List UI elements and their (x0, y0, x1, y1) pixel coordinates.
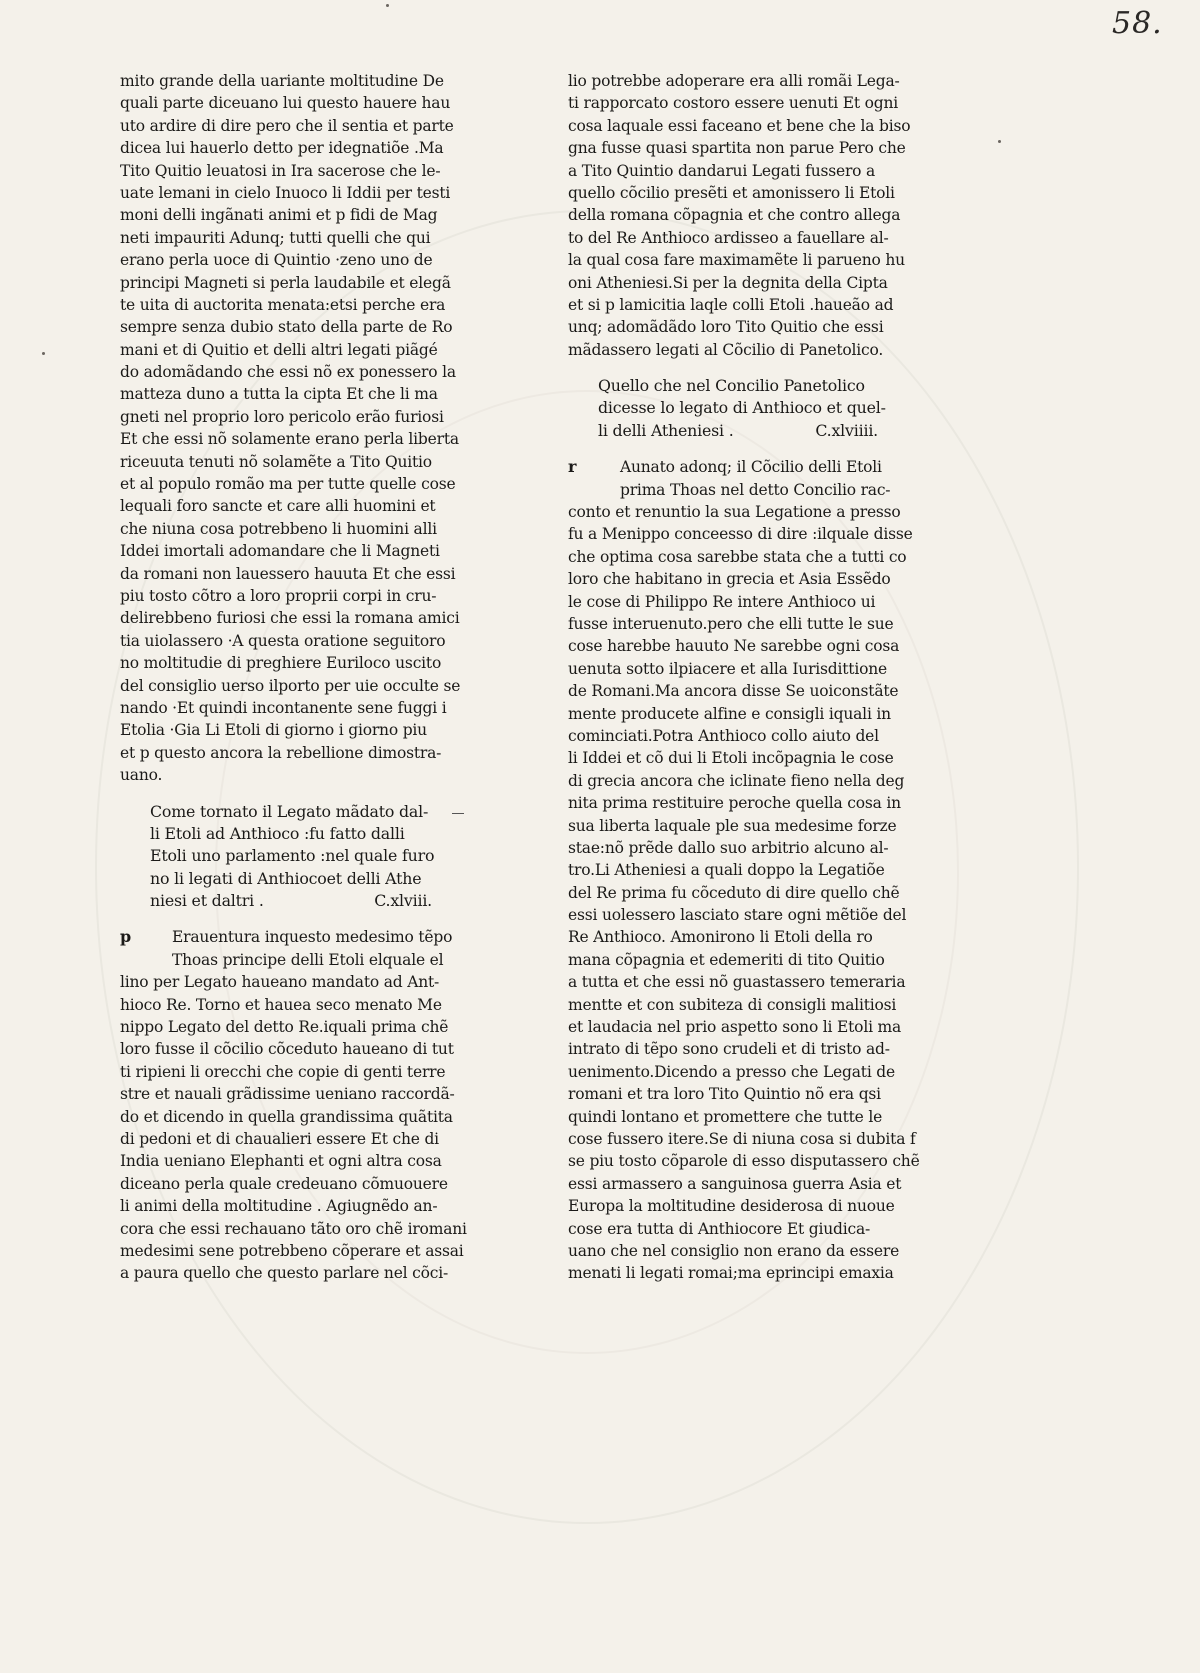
text-line: riceuuta tenuti nõ solamẽte a Tito Quitio (120, 452, 432, 471)
heading-line (150, 868, 492, 890)
text-line: mente producete alfine e consigli iquali in (568, 704, 891, 723)
text-line: loro fusse il cõcilio cõceduto haueano di tut (120, 1040, 454, 1059)
text-line: Tito Quitio leuatosi in Ira sacerose che le- (120, 161, 441, 180)
text-line: Re Anthioco. Amonirono li Etoli della ro (568, 928, 873, 947)
text-line: to del Re Anthioco ardisseo a fauellare al- (568, 228, 889, 247)
text-line: del consiglio uerso ilporto per uie occulte se (120, 676, 461, 695)
text-line: unq; adomãdãdo loro Tito Quitio che essi (568, 318, 884, 337)
chapter-number: C.xlviii. (374, 891, 432, 911)
heading-line-text: no li legati di Anthiocoet delli Athe (150, 868, 422, 888)
left-heading-lines (150, 801, 492, 913)
text-line: Erauentura inquesto medesimo tẽpo (172, 928, 453, 947)
right-chapter-heading (568, 375, 938, 442)
text-line: dicea lui hauerlo detto per idegnatiõe .Ma (120, 139, 444, 158)
text-line: a Tito Quintio dandarui Legati fussero a (568, 161, 876, 180)
left-chapter-initial: p (120, 927, 132, 947)
text-line: stae:nõ prẽde dallo suo arbitrio alcuno al- (568, 838, 889, 857)
heading-line (598, 420, 938, 442)
heading-line-text: li Etoli ad Anthioco :fu fatto dalli (150, 823, 405, 843)
text-line: fu a Menippo conceesso di dire :ilquale disse (568, 525, 913, 544)
text-line: Thoas principe delli Etoli elquale el (172, 950, 444, 969)
text-line: quindi lontano et promettere che tutte le (568, 1107, 883, 1126)
text-line: gna fusse quasi spartita non parue Pero che (568, 139, 906, 158)
text-line: gneti nel proprio loro pericolo erão furiosi (120, 407, 444, 426)
text-line: nando ·Et quindi incontanente sene fuggi i (120, 698, 447, 717)
text-line: da romani non lauessero hauuta Et che essi (120, 564, 456, 583)
text-line: et p questo ancora la rebellione dimostra- (120, 743, 442, 762)
text-line: cose harebbe hauuto Ne sarebbe ogni cosa (568, 637, 900, 656)
text-line: menati li legati romai;ma eprincipi emaxia (568, 1264, 894, 1283)
text-line: Aunato adonq; il Cõcilio delli Etoli (620, 458, 882, 477)
text-line: che niuna cosa potrebbeno li huomini alli (120, 519, 437, 538)
chapter-number: C.xlviiii. (815, 420, 878, 440)
text-line: Etolia ·Gia Li Etoli di giorno i giorno piu (120, 721, 427, 740)
text-line: cominciati.Potra Anthioco collo aiuto del (568, 726, 879, 745)
text-line: moni delli ingãnati animi et p fidi de Mag (120, 206, 438, 225)
heading-line (150, 890, 492, 912)
text-line: lio potrebbe adoperare era alli romãi Lega- (568, 72, 900, 90)
text-line: neti impauriti Adunq; tutti quelli che qui (120, 228, 431, 247)
text-line: quello cõcilio presẽti et amonissero li Etoli (568, 183, 895, 202)
text-line: mentte et con subiteza di consigli malitiosi (568, 995, 897, 1014)
text-line: uenimento.Dicendo a presso che Legati de (568, 1062, 896, 1081)
text-line: piu tosto cõtro a loro proprii corpi in cru- (120, 586, 437, 605)
ink-speck (42, 352, 45, 355)
text-line: tro.Li Atheniesi a quali doppo la Legatiõe (568, 861, 885, 880)
text-line: medesimi sene potrebbeno cõperare et assai (120, 1241, 464, 1260)
left-body-text (120, 70, 492, 787)
text-line: loro che habitano in grecia et Asia Essẽdo (568, 570, 891, 589)
text-line: mãdassero legati al Cõcilio di Panetolico. (568, 340, 884, 359)
text-line: hioco Re. Torno et hauea seco menato Me (120, 995, 442, 1014)
right-chapter-initial: r (568, 457, 577, 477)
text-line: et laudacia nel prio aspetto sono li Etoli ma (568, 1018, 902, 1037)
text-line: diceano perla quale credeuano cõmuouere (120, 1174, 448, 1193)
heading-line-text: Etoli uno parlamento :nel quale furo (150, 846, 435, 866)
text-line: no moltitudie di preghiere Euriloco uscito (120, 654, 442, 673)
heading-line-text: Quello che nel Concilio Panetolico (598, 376, 865, 396)
text-line: uano. (120, 766, 163, 785)
text-line: principi Magneti si perla laudabile et elegã (120, 273, 451, 292)
text-line: do adomãdando che essi nõ ex ponessero la (120, 363, 456, 382)
heading-line-text: dicesse lo legato di Anthioco et quel- (598, 398, 886, 418)
right-column (568, 70, 938, 1285)
right-chapter-text (568, 456, 938, 1284)
text-line: essi armassero a sanguinosa guerra Asia et (568, 1174, 902, 1193)
text-line: cosa laquale essi faceano et bene che la biso (568, 116, 911, 135)
text-line: della romana cõpagnia et che contro allega (568, 206, 901, 225)
text-line: matteza duno a tutta la cipta Et che li ma (120, 385, 438, 404)
text-line: Iddei imortali adomandare che li Magneti (120, 542, 440, 561)
heading-line (150, 845, 492, 867)
text-line: uano che nel consiglio non erano da essere (568, 1241, 900, 1260)
text-line: cose era tutta di Anthiocore Et giudica- (568, 1219, 871, 1238)
text-line: se piu tosto cõparole di esso disputassero chẽ (568, 1152, 920, 1171)
text-line: de Romani.Ma ancora disse Se uoiconstãte (568, 682, 899, 701)
left-chapter-text (120, 926, 492, 1284)
text-line: cora che essi rechauano tãto oro chẽ iromani (120, 1219, 467, 1238)
text-line: del Re prima fu cõceduto di dire quello chẽ (568, 883, 900, 902)
text-line: Et che essi nõ solamente erano perla liberta (120, 430, 459, 449)
text-line: oni Atheniesi.Si per la degnita della Cipta (568, 273, 888, 292)
text-line: a paura quello che questo parlare nel cõci- (120, 1264, 449, 1283)
text-line: nippo Legato del detto Re.iquali prima chẽ (120, 1018, 449, 1037)
text-line: sua liberta laquale ple sua medesime forze (568, 816, 897, 835)
right-body-text (568, 70, 938, 361)
text-line: li Iddei et cõ dui li Etoli incõpagnia le cose (568, 749, 894, 768)
heading-line (598, 397, 938, 419)
text-line: li animi della moltitudine . Agiugnẽdo an- (120, 1197, 438, 1216)
text-line: mito grande della uariante moltitudine De (120, 72, 444, 90)
text-line: di pedoni et di chaualieri essere Et che di (120, 1129, 439, 1148)
text-line: fusse interuenuto.pero che elli tutte le sue (568, 614, 894, 633)
text-line: nita prima restituire peroche quella cosa in (568, 794, 901, 813)
text-line: erano perla uoce di Quintio ·zeno uno de (120, 251, 433, 270)
text-line: delirebbeno furiosi che essi la romana amici (120, 609, 460, 628)
heading-line-text: Come tornato il Legato mãdato dal- (150, 801, 429, 821)
text-line: tia uiolassero ·A questa oratione seguitoro (120, 631, 446, 650)
text-line: mana cõpagnia et edemeriti di tito Quitio (568, 950, 885, 969)
text-line: uto ardire di dire pero che il sentia et parte (120, 116, 454, 135)
text-line: mani et di Quitio et delli altri legati piãgé (120, 340, 438, 359)
heading-line (150, 801, 492, 823)
text-line: cose fussero itere.Se di niuna cosa si dubita f (568, 1129, 916, 1148)
page-number: 58. (1112, 6, 1163, 41)
heading-line-text: li delli Atheniesi . (598, 420, 734, 440)
text-line: di grecia ancora che iclinate fieno nella deg (568, 771, 905, 790)
text-line: ti rapporcato costoro essere uenuti Et ogni (568, 94, 899, 113)
left-chapter-lines (120, 926, 492, 1284)
ink-speck (998, 140, 1001, 143)
text-line: prima Thoas nel detto Concilio rac- (620, 480, 891, 499)
left-column (120, 70, 492, 1285)
heading-line (598, 375, 938, 397)
text-line: le cose di Philippo Re intere Anthioco ui (568, 592, 876, 611)
text-line: quali parte diceuano lui questo hauere hau (120, 94, 451, 113)
ink-speck (386, 4, 389, 7)
text-line: intrato di tẽpo sono crudeli et di tristo ad- (568, 1040, 890, 1059)
heading-line (150, 823, 492, 845)
text-line: ti ripieni li orecchi che copie di genti terre (120, 1062, 446, 1081)
text-line: stre et nauali grãdissime ueniano raccordã- (120, 1085, 455, 1104)
left-chapter-heading (120, 801, 492, 913)
text-line: romani et tra loro Tito Quintio nõ era qsi (568, 1085, 881, 1104)
text-line: conto et renuntio la sua Legatione a presso (568, 503, 901, 522)
text-line: a tutta et che essi nõ guastassero temeraria (568, 973, 906, 992)
text-line: uenuta sotto ilpiacere et alla Iurisdittione (568, 659, 887, 678)
right-chapter-lines (568, 456, 938, 1284)
text-line: India ueniano Elephanti et ogni altra cosa (120, 1152, 442, 1171)
text-line: do et dicendo in quella grandissima quãtita (120, 1107, 453, 1126)
text-line: che optima cosa sarebbe stata che a tutti co (568, 547, 907, 566)
text-line: te uita di auctorita menata:etsi perche era (120, 295, 446, 314)
text-line: et si p lamicitia laqle colli Etoli .haueão ad (568, 295, 894, 314)
text-line: Europa la moltitudine desiderosa di nuoue (568, 1197, 895, 1216)
text-line: essi uolessero lasciato stare ogni mẽtiõe del (568, 906, 907, 925)
text-line: la qual cosa fare maximamẽte li parueno hu (568, 251, 905, 270)
text-line: uate lemani in cielo Inuoco li Iddii per testi (120, 183, 451, 202)
text-line: et al populo romão ma per tutte quelle cose (120, 475, 456, 494)
text-line: lino per Legato haueano mandato ad Ant- (120, 973, 440, 992)
right-heading-lines (598, 375, 938, 442)
text-line: lequali foro sancte et care alli huomini et (120, 497, 436, 516)
heading-line-text: niesi et daltri . (150, 891, 264, 911)
ink-dash (452, 813, 464, 814)
text-line: sempre senza dubio stato della parte de Ro (120, 318, 453, 337)
